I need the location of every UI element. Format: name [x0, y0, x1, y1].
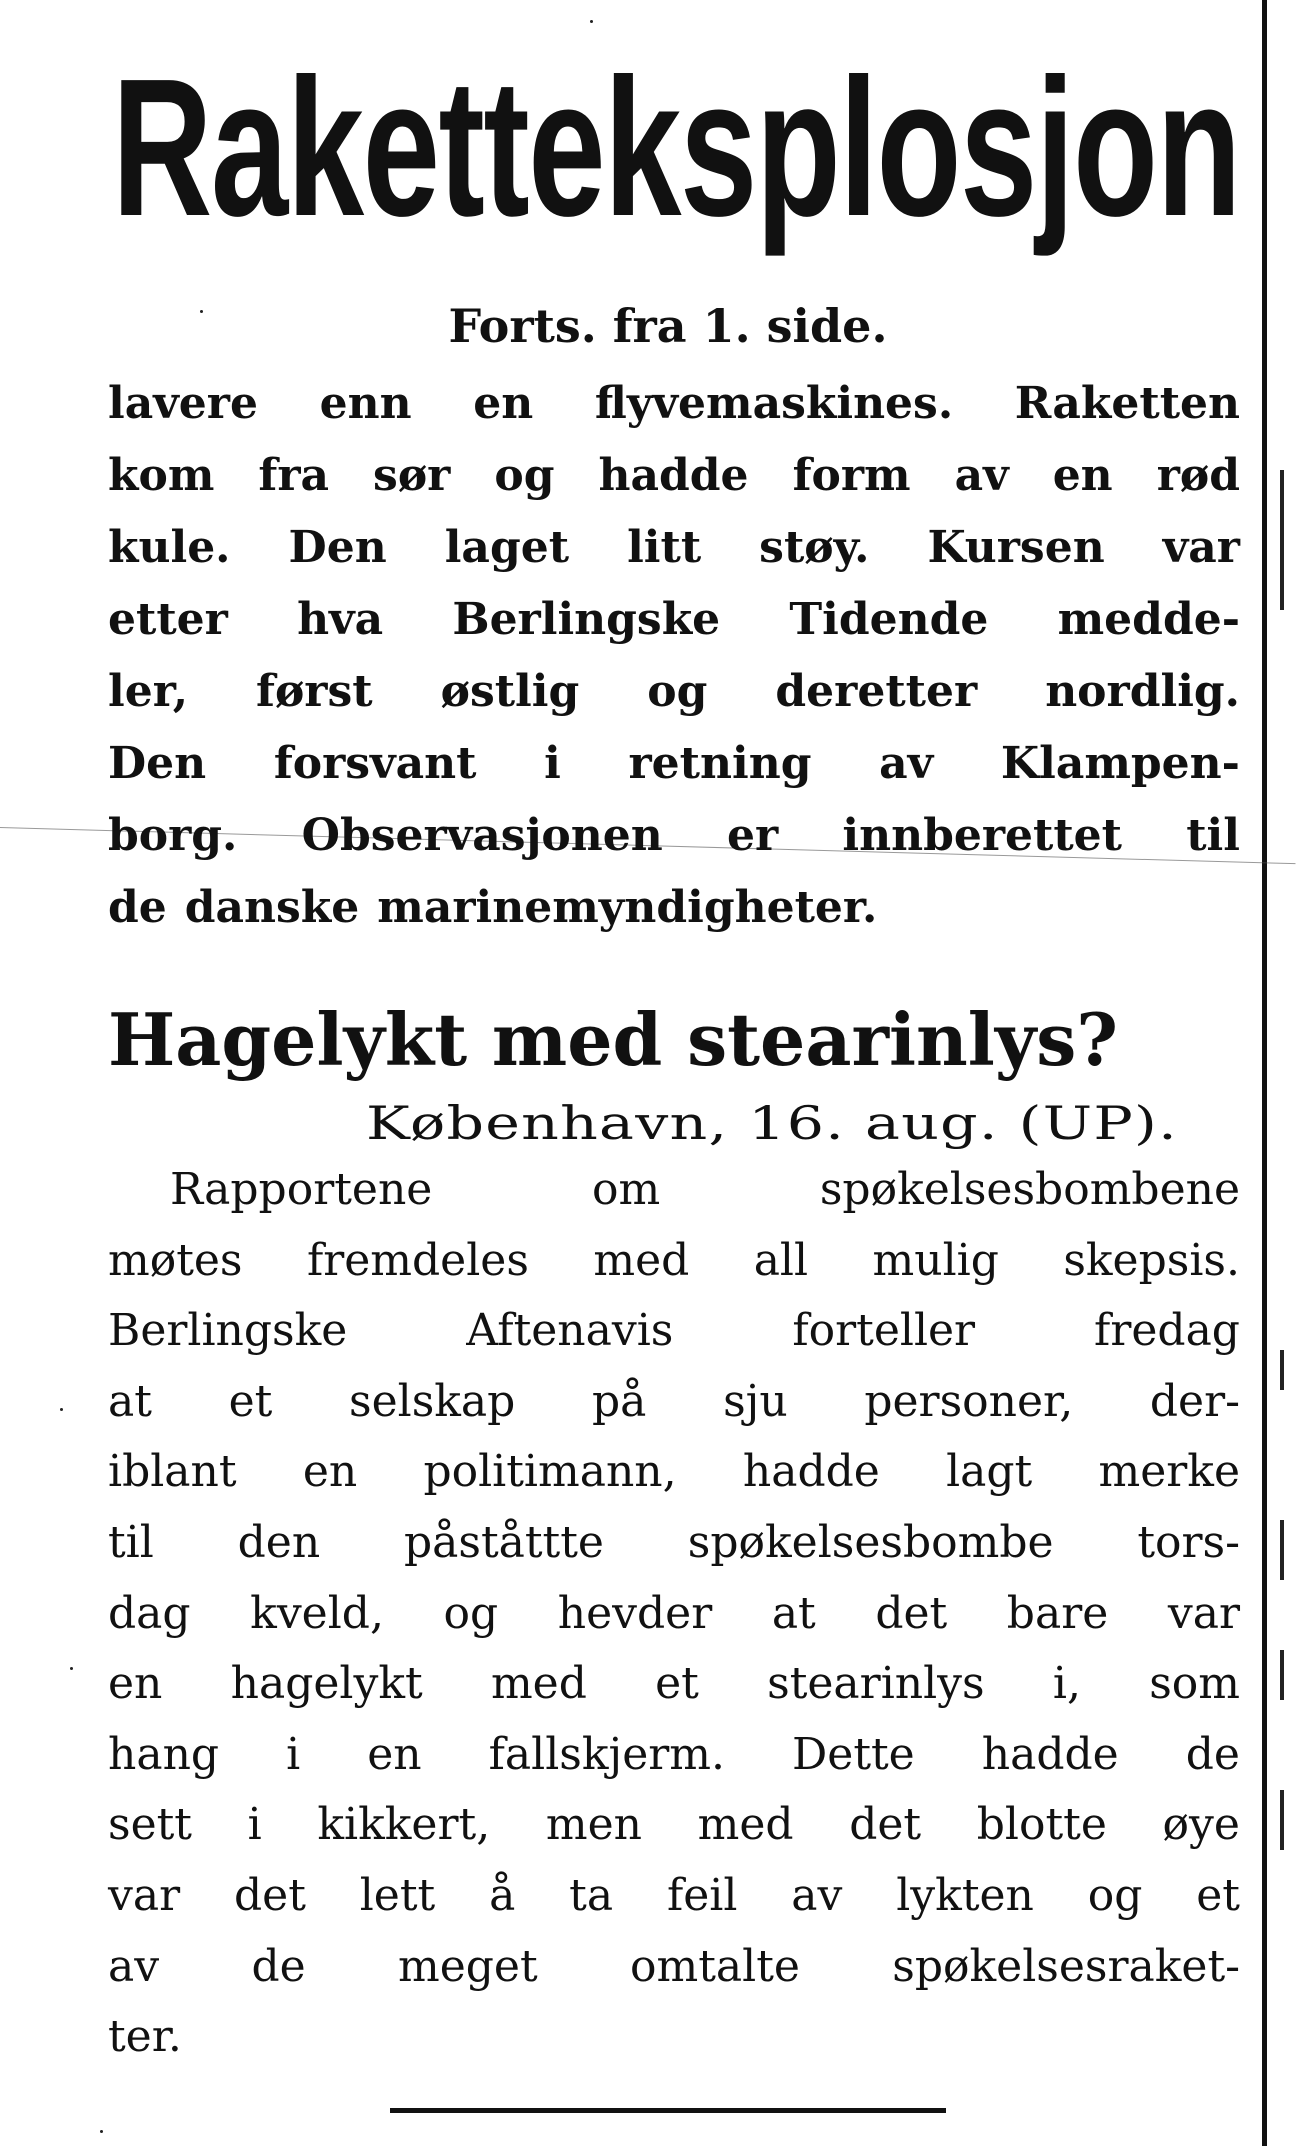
word: enn	[319, 378, 412, 429]
word: ler,	[108, 666, 189, 717]
word: et	[1196, 1869, 1240, 1921]
word: med	[593, 1234, 690, 1286]
text-line	[108, 584, 1240, 656]
word: i	[247, 1799, 262, 1851]
word: politimann,	[423, 1446, 677, 1498]
speck	[100, 2130, 103, 2133]
word: Den	[288, 522, 387, 573]
word: rød	[1156, 450, 1240, 501]
word: at	[771, 1587, 816, 1639]
word: en	[1052, 450, 1113, 501]
article-title: Raketteksplosjon	[112, 38, 1240, 257]
word: kikkert,	[317, 1799, 491, 1851]
article1-body	[108, 368, 1240, 944]
speck	[590, 20, 593, 23]
word: et	[655, 1658, 699, 1710]
speck	[70, 1667, 73, 1670]
text-line	[108, 1155, 1240, 1226]
word: blotte	[976, 1799, 1107, 1851]
word: det	[849, 1799, 922, 1851]
word: hadde	[981, 1728, 1119, 1780]
word: de	[1185, 1728, 1240, 1780]
word: som	[1149, 1658, 1240, 1710]
word: i	[286, 1728, 301, 1780]
word: Klampen-	[1000, 738, 1240, 789]
word: i	[544, 738, 561, 789]
word: fremdeles	[306, 1234, 529, 1286]
word: på	[592, 1375, 647, 1427]
text-line	[108, 1579, 1240, 1650]
word: Rapportene	[170, 1164, 433, 1215]
word: Berlingske	[108, 1305, 348, 1357]
text-line	[108, 512, 1240, 584]
word: stearinlys	[767, 1658, 985, 1710]
word: feil	[666, 1869, 738, 1921]
text-line	[108, 1649, 1240, 1720]
word: ter.	[108, 2011, 182, 2063]
word: selskap	[349, 1375, 516, 1427]
word: påståttte	[403, 1516, 604, 1568]
text-line	[108, 1296, 1240, 1367]
word: hadde	[742, 1446, 880, 1498]
word: litt	[627, 522, 702, 573]
word: Raketten	[1014, 378, 1240, 429]
word: Kursen	[927, 522, 1105, 573]
text-line	[108, 872, 1240, 944]
word: en	[473, 378, 534, 429]
word: av	[954, 450, 1009, 501]
word: Dette	[792, 1728, 915, 1780]
word: kule.	[108, 522, 231, 573]
word: kveld,	[250, 1587, 384, 1639]
text-line	[108, 1367, 1240, 1438]
word: hagelykt	[230, 1658, 423, 1710]
word: Aftenavis	[466, 1305, 674, 1357]
word: lykten	[896, 1869, 1034, 1921]
word: en	[108, 1658, 163, 1710]
word: sør	[373, 450, 451, 501]
word: møtes	[108, 1234, 243, 1286]
word: om	[591, 1164, 661, 1215]
word: forsvant	[273, 738, 477, 789]
word: av	[879, 738, 934, 789]
text-line	[108, 728, 1240, 800]
text-line	[108, 2002, 1240, 2073]
text-line	[108, 368, 1240, 440]
word: fra	[258, 450, 330, 501]
word: til	[1186, 810, 1240, 861]
text-line	[108, 440, 1240, 512]
word: først	[256, 666, 373, 717]
word: at	[108, 1375, 152, 1427]
text-line	[108, 1790, 1240, 1861]
word: var	[108, 1869, 181, 1921]
text-line	[108, 1226, 1240, 1297]
word: meget	[398, 1940, 538, 1992]
word: all	[753, 1234, 809, 1286]
word: i,	[1052, 1658, 1081, 1710]
word: der-	[1149, 1375, 1240, 1427]
word: og	[1087, 1869, 1143, 1921]
word: flyvemaskines.	[594, 378, 954, 429]
word: deretter	[775, 666, 978, 717]
word: Den	[108, 738, 207, 789]
word: en	[367, 1728, 422, 1780]
word: etter	[108, 594, 228, 645]
word: spøkelsesbombene	[819, 1164, 1240, 1215]
word: ta	[569, 1869, 614, 1921]
speck	[60, 1408, 63, 1411]
article2-dateline: København, 16. aug. (UP).	[366, 1096, 1178, 1150]
word: med	[490, 1658, 587, 1710]
word: sju	[723, 1375, 788, 1427]
word: hadde	[598, 450, 749, 501]
word: borg.	[108, 810, 238, 861]
word: øye	[1162, 1799, 1240, 1851]
word: fredag	[1094, 1305, 1240, 1357]
word: lett	[359, 1869, 436, 1921]
word: å	[489, 1869, 516, 1921]
word: var	[1162, 522, 1240, 573]
word: omtalte	[630, 1940, 800, 1992]
word: Berlingske	[452, 594, 721, 645]
word: marinemyndigheter.	[377, 882, 878, 933]
word: støy.	[759, 522, 870, 573]
text-line	[108, 1932, 1240, 2003]
word: og	[443, 1587, 499, 1639]
word: sett	[108, 1799, 192, 1851]
word: er	[726, 810, 779, 861]
word: danske	[184, 882, 360, 933]
continued-from-note: Forts. fra 1. side.	[448, 299, 888, 353]
word: av	[108, 1940, 160, 1992]
word: de	[251, 1940, 306, 1992]
article2-body	[108, 1155, 1240, 2073]
word: et	[228, 1375, 273, 1427]
word: laget	[444, 522, 570, 573]
word: østlig	[440, 666, 580, 717]
word: lavere	[108, 378, 258, 429]
word: mulig	[872, 1234, 999, 1286]
word: personer,	[864, 1375, 1074, 1427]
text-line	[108, 800, 1240, 872]
word: hva	[297, 594, 384, 645]
word: spøkelsesbombe	[687, 1516, 1054, 1568]
word: nordlig.	[1045, 666, 1240, 717]
word: de	[108, 882, 167, 933]
text-line	[108, 1508, 1240, 1579]
word: den	[237, 1516, 321, 1568]
word: det	[233, 1869, 306, 1921]
word: og	[494, 450, 555, 501]
word: tors-	[1137, 1516, 1240, 1568]
word: iblant	[108, 1446, 237, 1498]
word: fallskjerm.	[488, 1728, 725, 1780]
word: Tidende	[789, 594, 989, 645]
word: Observasjonen	[301, 810, 663, 861]
word: med	[697, 1799, 794, 1851]
word: spøkelsesraket-	[892, 1940, 1240, 1992]
text-line	[108, 656, 1240, 728]
word: og	[647, 666, 708, 717]
word: forteller	[792, 1305, 976, 1357]
word: dag	[108, 1587, 191, 1639]
word: innberettet	[842, 810, 1122, 861]
end-rule	[390, 2108, 946, 2113]
word: men	[545, 1799, 642, 1851]
text-line	[108, 1720, 1240, 1791]
word: hang	[108, 1728, 220, 1780]
word: medde-	[1057, 594, 1240, 645]
word: til	[108, 1516, 154, 1568]
word: var	[1167, 1587, 1240, 1639]
word: hevder	[557, 1587, 713, 1639]
word: kom	[108, 450, 215, 501]
word: retning	[628, 738, 812, 789]
word: bare	[1006, 1587, 1109, 1639]
text-line	[108, 1437, 1240, 1508]
word: en	[302, 1446, 358, 1498]
word: av	[791, 1869, 843, 1921]
speck	[200, 310, 203, 313]
article2-headline: Hagelykt med stearinlys?	[108, 997, 1118, 1082]
word: form	[792, 450, 911, 501]
text-line	[108, 1861, 1240, 1932]
word: det	[875, 1587, 948, 1639]
word: merke	[1098, 1446, 1240, 1498]
word: lagt	[946, 1446, 1033, 1498]
word: skepsis.	[1063, 1234, 1240, 1286]
